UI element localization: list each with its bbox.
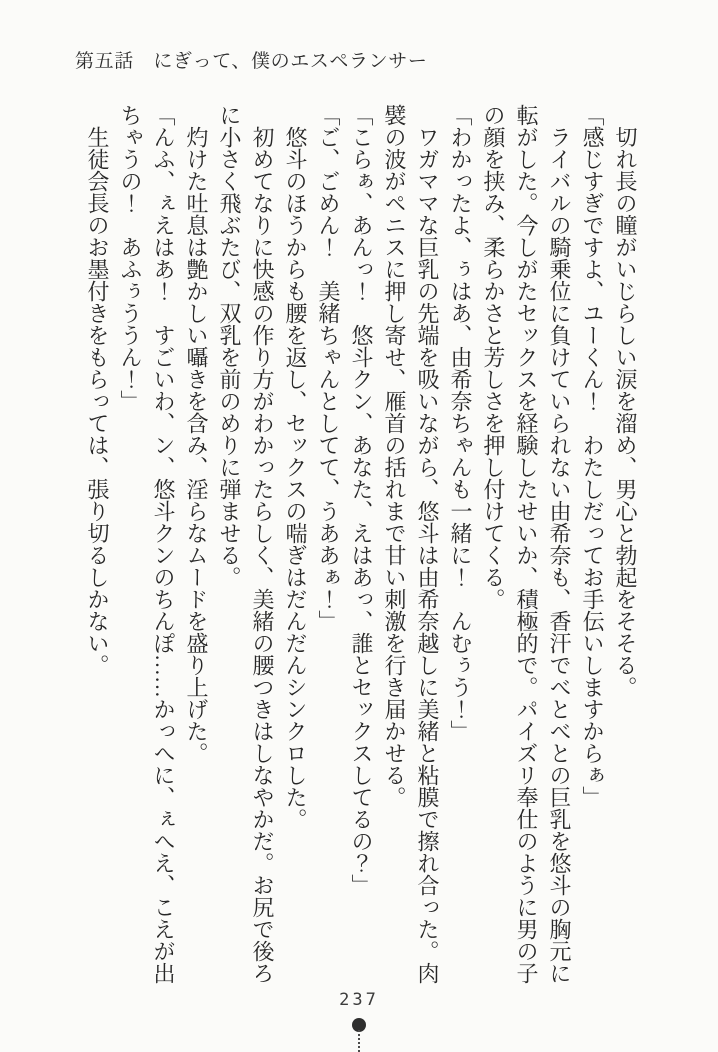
body-text [81,104,642,996]
text-line: の顔を挟み、柔らかさと芳しさを押し付けてくる。 [481,104,506,610]
text-line: ちゃうの！ あふぅううん！」 [118,104,143,412]
text-line: 灼けた吐息は艶かしい囁きを含み、淫らなムードを盛り上げた。 [184,126,209,764]
text-line: 「こらぁ、あんっ！ 悠斗クン、あなた、えはあっ、誰とセックスしてるの？」 [349,104,374,896]
text-line: に小さく飛ぶたび、双乳を前のめりに弾ませる。 [217,104,242,588]
text-line: 「ご、ごめん！ 美緒ちゃんとしてて、うああぁ！」 [316,104,341,632]
text-line: 襞の波がペニスに押し寄せ、雁首の括れまで甘い刺激を行き届かせる。 [382,104,407,808]
page-footer [0,980,718,1050]
text-line: 初めてなりに快感の作り方がわかったらしく、美緒の腰つきはしなやかだ。お尻で後ろ [250,126,275,984]
binding-dot-tail-icon [358,1030,360,1052]
text-line: 転がした。今しがたセックスを経験したせいか、積極的で。パイズリ奉仕のように男の子 [514,104,539,984]
chapter-title: 第五話 にぎって、僕のエスペランサー [75,51,428,72]
text-line: ライバルの騎乗位に負けていられない由希奈も、香汗でべとべとの巨乳を悠斗の胸元に [547,126,572,984]
text-line: 生徒会長のお墨付きをもらっては、張り切るしかない。 [85,126,110,676]
text-line: 切れ長の瞳がいじらしい涙を溜め、男心と勃起をそそる。 [613,126,638,698]
text-line: 悠斗のほうからも腰を返し、セックスの喘ぎはだんだんシンクロした。 [283,126,308,830]
text-line: 「感じすぎですよ、ユーくん！ わたしだってお手伝いしますからぁ」 [580,104,605,808]
text-line: ワガママな巨乳の先端を吸いながら、悠斗は由希奈越しに美緒と粘膜で擦れ合った。肉 [415,126,440,984]
text-line: 「んふ、ぇえはあ！ すごいわ、ン、悠斗クンのちんぽ……かっへに、ぇへえ、こえが出 [151,104,176,984]
text-line: 「わかったよ、ぅはあ、由希奈ちゃんも一緒に！ んむぅう！」 [448,104,473,742]
page-number: 237 [339,990,379,1010]
